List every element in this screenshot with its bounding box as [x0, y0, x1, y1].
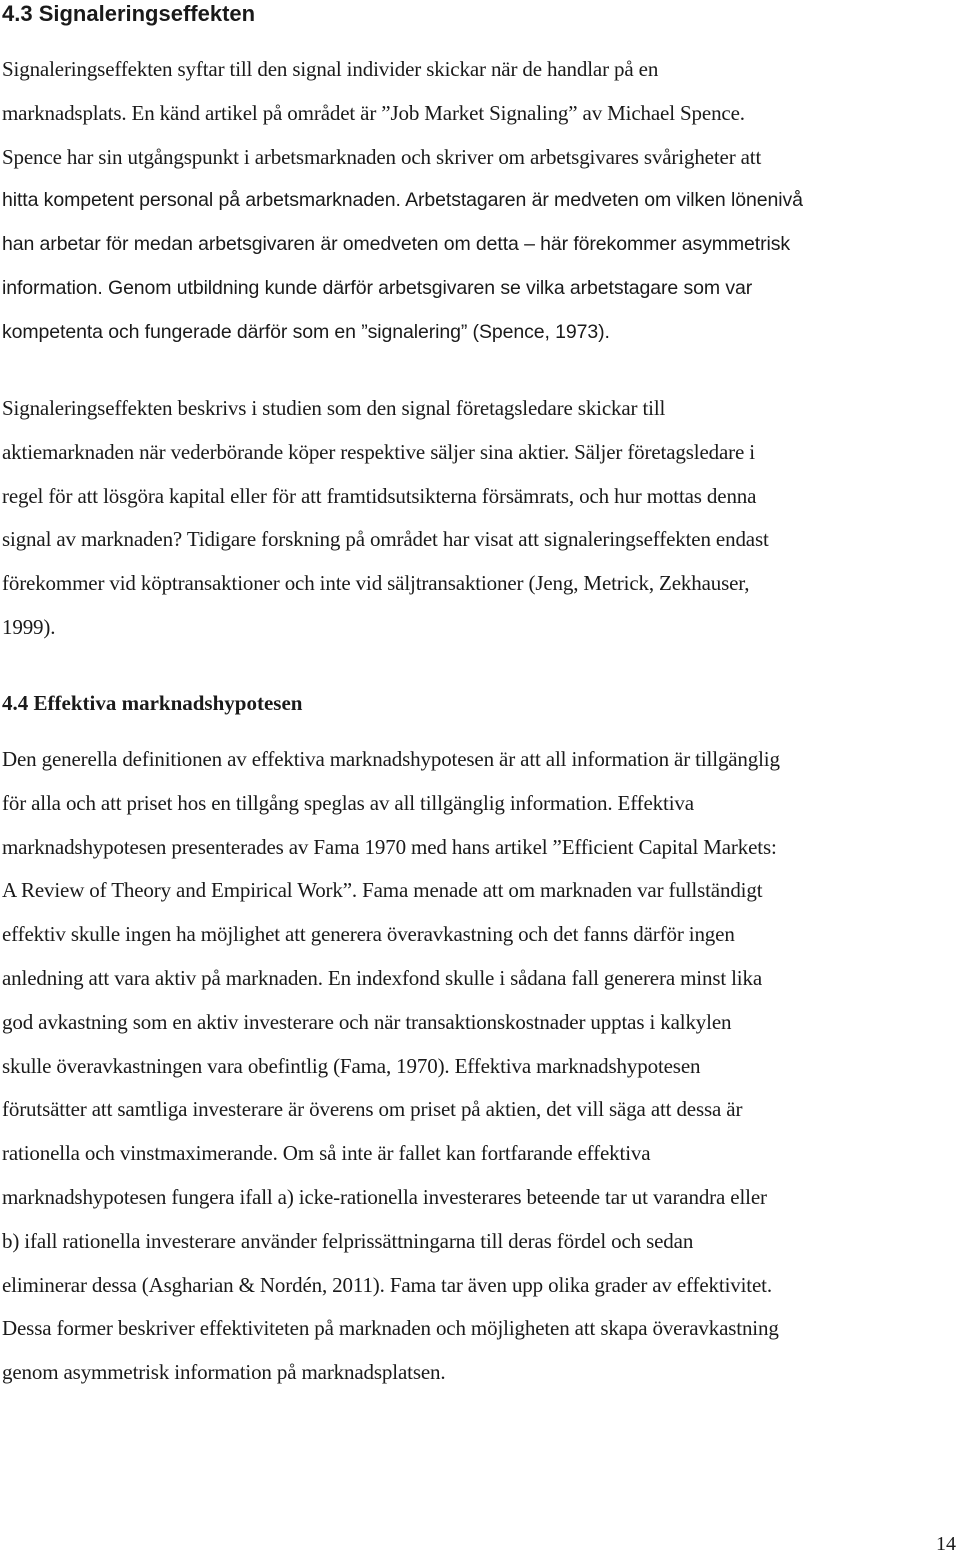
text-line: rationella och vinstmaximerande. Om så inte är fallet kan fortfarande effektiva — [2, 1141, 651, 1166]
text-line: Den generella definitionen av effektiva marknadshypotesen är att all information är tillgänglig — [2, 747, 780, 771]
section-heading-signaleringseffekten: 4.3 Signaleringseffekten — [2, 1, 256, 26]
text-segment: Arbetstagaren är medveten om vilken lönenivå — [405, 189, 803, 212]
text-line: förekommer vid köptransaktioner och inte vid säljtransaktioner (Jeng, Metrick, Zekhauser, — [2, 571, 750, 596]
text-line: effektiv skulle ingen ha möjlighet att generera överavkastning och det fanns därför ingen — [2, 922, 735, 947]
paragraph-effektiva-marknadshypotesen — [2, 738, 958, 1395]
text-line: A Review of Theory and Empirical Work”. Fama menade att om marknaden var fullständigt — [2, 878, 763, 903]
text-line: 1999). — [2, 614, 56, 639]
text-line: regel för att lösgöra kapital eller för att framtidsutsikterna försämrats, och hur mottas denna — [2, 483, 757, 508]
text-line: b) ifall rationella investerare använder felprissättningarna till deras fördel och sedan — [2, 1228, 694, 1253]
text-line: genom asymmetrisk information på marknadsplatsen. — [2, 1360, 446, 1385]
text-line: Signaleringseffekten syftar till den signal individer skickar när de handlar på en — [2, 57, 659, 81]
text-line: skulle överavkastningen vara obefintlig (Fama, 1970). Effektiva marknadshypotesen — [2, 1053, 701, 1078]
text-line: eliminerar dessa (Asgharian & Nordén, 2011). Fama tar även upp olika grader av effektivitet. — [2, 1272, 772, 1297]
text-line: han arbetar för medan arbetsgivaren är omedveten om detta – här förekommer asymmetrisk — [2, 233, 791, 256]
paragraph-signaleringseffekten-2 — [2, 387, 958, 650]
text-line: information. Genom utbildning kunde därför arbetsgivaren se vilka arbetstagare som var — [2, 276, 753, 299]
text-line: god avkastning som en aktiv investerare och när transaktionskostnader upptas i kalkylen — [2, 1009, 732, 1034]
text-line: förutsätter att samtliga investerare är överens om priset på aktien, det vill säga att dessa är — [2, 1097, 743, 1122]
text-segment: hitta kompetent personal på arbetsmarknaden. — [2, 189, 406, 212]
section-heading-effektiva-marknadshypotesen: 4.4 Effektiva marknadshypotesen — [2, 691, 303, 715]
text-line: signal av marknaden? Tidigare forskning på området har visat att signaleringseffekten endast — [2, 527, 769, 552]
text-line: Signaleringseffekten beskrivs i studien som den signal företagsledare skickar till — [2, 396, 666, 420]
text-line: Spence har sin utgångspunkt i arbetsmarknaden och skriver om arbetsgivares svårigheter att — [2, 144, 762, 169]
page-number: 14 — [936, 1533, 956, 1555]
text-line: marknadshypotesen presenterades av Fama 1970 med hans artikel ”Efficient Capital Markets: — [2, 834, 777, 859]
text-line: för alla och att priset hos en tillgång speglas av all tillgänglig information. Effektiva — [2, 790, 694, 815]
text-line: anledning att vara aktiv på marknaden. En indexfond skulle i sådana fall generera minst lika — [2, 965, 763, 990]
text-line: aktiemarknaden när vederbörande köper respektive säljer sina aktier. Säljer företagsledare i — [2, 439, 755, 464]
text-line: Dessa former beskriver effektiviteten på marknaden och möjligheten att skapa överavkastning — [2, 1316, 779, 1341]
text-line: marknadsplats. En känd artikel på området är ”Job Market Signaling” av Michael Spence. — [2, 100, 745, 125]
text-line — [2, 179, 958, 223]
text-line: marknadshypotesen fungera ifall a) icke-rationella investerares beteende tar ut varandra eller — [2, 1184, 767, 1209]
text-line: kompetenta och fungerade därför som en ”signalering” (Spence, 1973). — [2, 320, 610, 343]
paragraph-signaleringseffekten-1 — [2, 48, 958, 355]
